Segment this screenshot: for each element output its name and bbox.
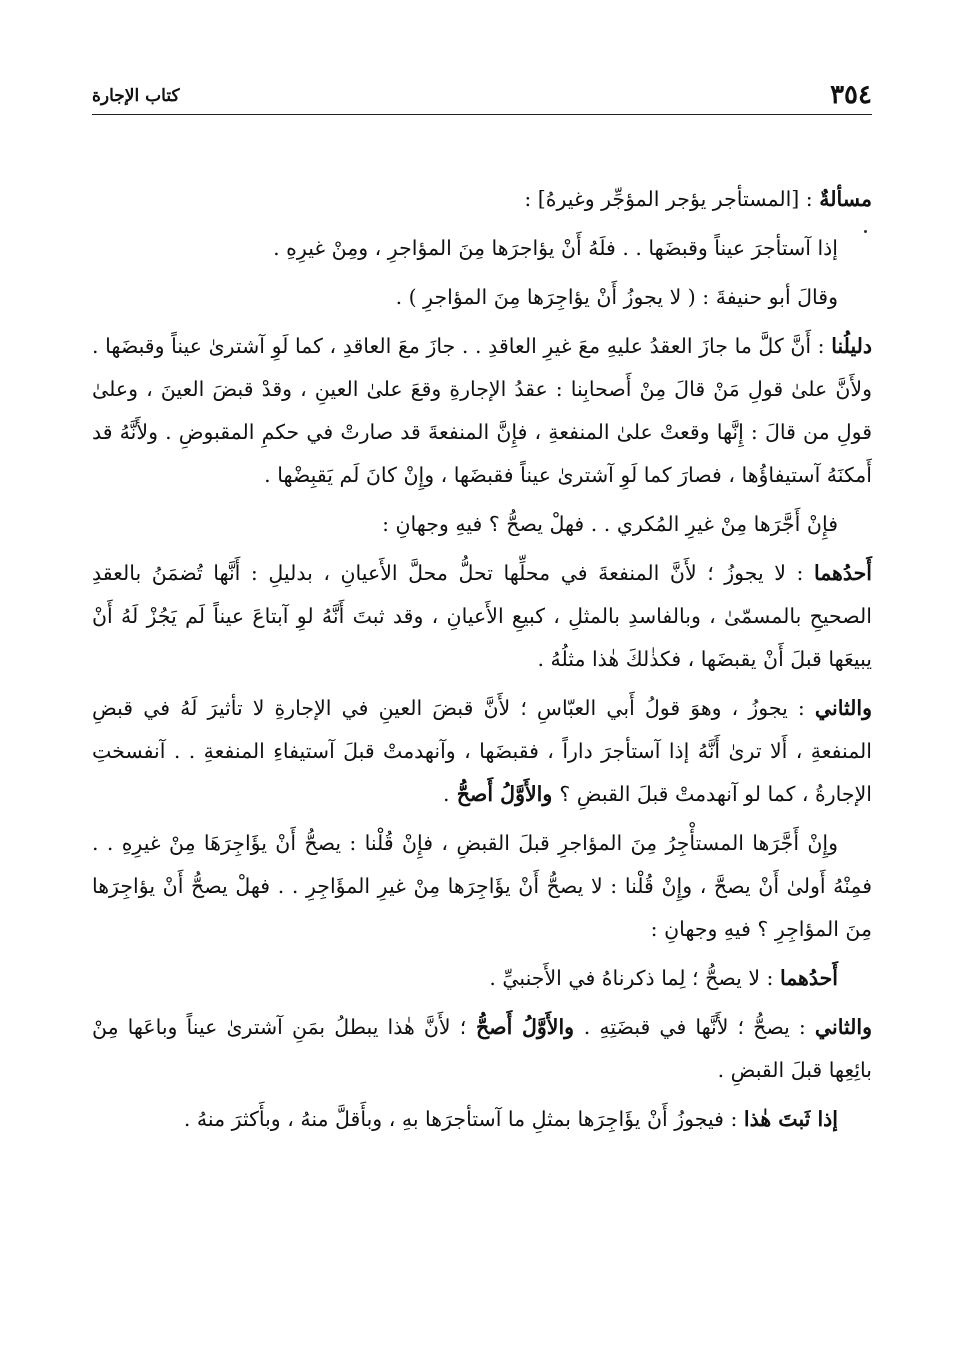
page-header xyxy=(92,80,872,115)
paragraph-text: وقالَ أبو حنيفةَ : ( لا يجوزُ أَنْ يؤاجِرَها مِنَ المؤاجرِ ) . xyxy=(395,285,838,309)
paragraph-dalil xyxy=(92,325,872,497)
paragraph-text: : يجوزُ ، وهوَ قولُ أَبي العبّاسِ ؛ لأَنَّ قبضَ العينِ في الإجارةِ لا تأثيرَ لَهُ في قبضِ المنفعةِ ، أَلا ترىٰ أَنَّهُ إذا آستأجرَ داراً ، فقبضَها ، وآنهدمتْ قبلَ آستيفاءِ المنفعةِ . . آنفسختِ الإجارةُ ، كما لو آنهدمتْ قبلَ القبضِ ؟ xyxy=(92,696,872,806)
page-number: ٣٥٤ xyxy=(830,80,872,110)
paragraph-lead: أَحدُهما xyxy=(813,561,872,585)
paragraph-text: : فيجوزُ أَنْ يؤَاجِرَها بمثلِ ما آستأجرَها بهِ ، وبأَقلَّ منهُ ، وبأَكثرَ منهُ . xyxy=(183,1107,744,1131)
paragraph-lead: والثاني xyxy=(814,696,872,720)
paragraph-masala xyxy=(92,178,872,221)
paragraph-lead: والثاني xyxy=(814,1015,872,1039)
paragraph xyxy=(92,822,872,951)
paragraph-second-view xyxy=(92,687,872,816)
paragraph-text: : [المستأجر يؤجر المؤجِّر وغيرهُ] : xyxy=(524,187,820,211)
paragraph-tail: ؛ لأَنَّ هٰذا يبطلُ بمَنِ آشترىٰ عيناً وباعَها مِنْ بائِعِها قبلَ القبضِ . xyxy=(92,1015,872,1082)
paragraph-text: : لا يصحُّ ؛ لِما ذكرناهُ في الأَجنبيِّ . xyxy=(489,966,780,990)
paragraph-text: : أَنَّ كلَّ ما جازَ العقدُ عليهِ معَ غيرِ العاقدِ . . جازَ معَ العاقدِ ، كما لَوِ آشترىٰ عيناً وقبضَها . ولأَنَّ علىٰ قولِ مَنْ قالَ مِنْ أَصحابِنا : عقدُ الإجارةِ وقعَ علىٰ العينِ ، وقدْ قبضَ العينَ ، وعلىٰ قولِ من قالَ : إِنَّها وقعتْ علىٰ المنفعةِ ، فإِنَّ المنفعةَ قد صارتْ في حكمِ المقبوضِ . ولأَنَّهُ قد أَمكنَهُ آستيفاؤُها ، فصارَ كما لَوِ آشترىٰ عيناً فقبضَها ، وإِنْ كانَ لَم يَقبِضْها . xyxy=(92,334,872,487)
paragraph xyxy=(92,227,872,270)
paragraph-first-view xyxy=(92,957,872,1000)
paragraph-lead: دليلُنا xyxy=(831,334,872,358)
paragraph-conclusion xyxy=(92,1098,872,1141)
page-body xyxy=(92,178,872,1147)
paragraph-text: : لا يجوزُ ؛ لأَنَّ المنفعةَ في محلِّها تحلُّ محلَّ الأَعيانِ ، بدليلِ : أَنَّها تُضمَنُ بالعقدِ الصحيحِ بالمسمّىٰ ، وبالفاسدِ بالمثلِ ، كبيعِ الأَعيانِ ، وقد ثبتَ أَنَّهُ لوِ آبتاعَ عيناً لَم يَجُزْ لَهُ أَنْ يبيعَها قبلَ أَنْ يقبضَها ، فكذٰلكَ هٰذا مثلُهُ . xyxy=(92,561,872,671)
paragraph-emphasis: والأَوَّلُ أَصحُّ xyxy=(449,782,560,806)
paragraph-lead: إذا ثَبتَ هٰذا xyxy=(743,1107,838,1131)
paragraph xyxy=(92,276,872,319)
paragraph-text: وإِنْ أَجَّرَها المستأْجِرُ مِنَ المؤاجرِ قبلَ القبضِ ، فإِنْ قُلْنا : يصحُّ أَنْ يؤَاجِرَهَا مِنْ غيرِهِ . . فمِنْهُ أَولىٰ أَنْ يصحَّ ، وإِنْ قُلْنا : لا يصحُّ أَنْ يؤَاجِرَها مِنْ غيرِ المؤَاجِرِ . . فهلْ يصحُّ أَنْ يؤاجِرَها مِنَ المؤاجِرِ ؟ فيهِ وجهانِ : xyxy=(92,831,872,941)
paragraph-lead: أَحدُهما xyxy=(779,966,838,990)
paragraph-tail: . xyxy=(443,782,450,806)
paragraph-lead: مسألةٌ xyxy=(819,187,872,211)
running-title: كتاب الإجارة xyxy=(92,86,180,106)
paragraph-text: إذا آستأجرَ عيناً وقبضَها . . فلَهُ أَنْ يؤاجرَها مِنَ المؤاجرِ ، ومِنْ غيرِهِ . xyxy=(273,236,838,260)
paragraph-second-view xyxy=(92,1006,872,1092)
paragraph-first-view xyxy=(92,552,872,681)
paragraph xyxy=(92,503,872,546)
paragraph-text: : يصحُّ ؛ لأَنَّها في قبضَتِهِ . xyxy=(583,1015,815,1039)
paragraph-text: فإِنْ أَجَّرَها مِنْ غيرِ المُكري . . فهلْ يصحُّ ؟ فيهِ وجهانِ : xyxy=(382,512,838,536)
paragraph-emphasis: والأَوَّلُ أَصحُّ xyxy=(466,1015,584,1039)
